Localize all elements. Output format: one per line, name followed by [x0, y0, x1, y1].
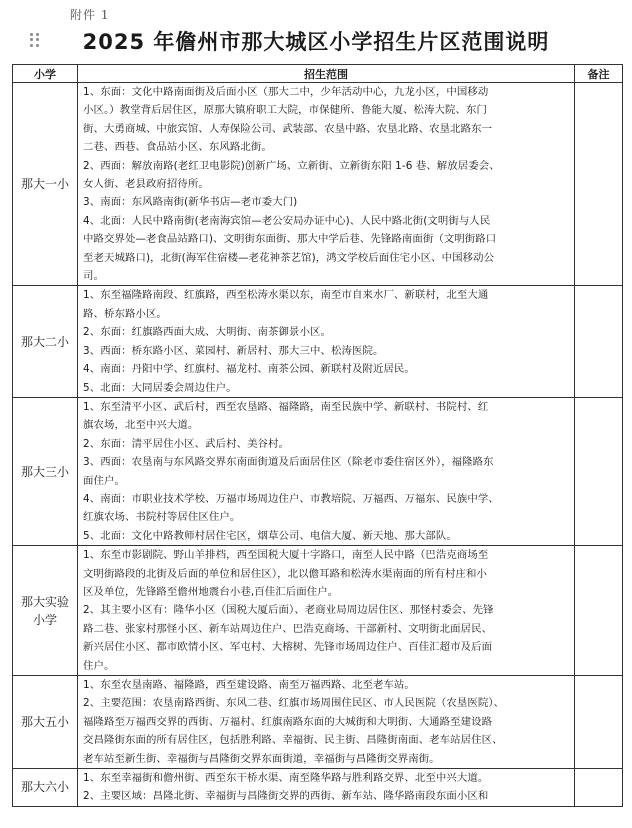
range-line: 1、东面：文化中路南面街及后面小区（那大二中，少年活动中心，九龙小区，中国移动 [83, 86, 489, 98]
range-line: 5、北面：文化中路教师村居住宅区，烟草公司、电信大厦、新天地、那大部队。 [83, 529, 457, 542]
enrollment-range-cell [78, 83, 575, 286]
enrollment-table-grid [12, 64, 623, 807]
range-line: 2、东面：红旗路西面大成、大明街、南茶御景小区。 [83, 326, 331, 339]
note-cell [575, 286, 623, 397]
range-line: 街、大勇商城、中旅宾馆、人寿保险公司、武装部、农垦中路、农垦北路、农垦北路东一 [83, 122, 493, 135]
range-line: 老车站至新生街、幸福街与昌隆街交界东面街道，幸福街与昌隆街交界南街。 [83, 752, 440, 765]
range-line: 4、北面：人民中路南街(老南海宾馆—老公安局办证中心)、人民中路北街(文明街与人民 [83, 214, 491, 227]
table-header-row [13, 65, 623, 83]
enrollment-range-cell [78, 769, 575, 807]
range-line: 面住户。 [83, 474, 125, 487]
range-line: 红旗农场、书院村等居住区住户。 [83, 511, 241, 524]
header-note: 备注 [575, 65, 623, 83]
school-name-cell: 那大一小 [13, 83, 78, 286]
school-name-cell: 那大五小 [13, 676, 78, 769]
range-line: 3、西面：桥东路小区、菜园村、新居村、那大三中、松涛医院。 [83, 344, 384, 357]
note-cell [575, 397, 623, 545]
table-row [13, 286, 623, 397]
note-cell [575, 676, 623, 769]
range-line: 4、南面：丹阳中学、红旗村、福龙村、南茶公园、新联村及附近居民。 [83, 363, 415, 376]
range-line: 福隆路至万福西交界的西街、万福村、红旗南路东面的大城街和大明街、大通路至建设路 [83, 715, 493, 728]
range-line: 旗农场，北至中兴大道。 [83, 419, 199, 432]
range-line: 路、桥东路小区。 [83, 307, 167, 320]
range-line: 新兴居住小区、都市欧情小区、军屯村、大榕树、先锋市场周边住户、百佳汇超市及后面 [83, 641, 493, 654]
table-row [13, 769, 623, 807]
range-line: 小区。）教堂背后居住区，原那大镇府职工大院，市保健所、鲁能大厦、松涛大院、东门 [83, 104, 487, 117]
note-cell [575, 546, 623, 676]
range-line: 1、东至农垦南路、福隆路，西至建设路、南至万福西路、北至老车站。 [83, 679, 415, 691]
range-line: 3、南面：东风路南街(新华书店—老市委大门) [83, 196, 298, 209]
range-line: 1、东至市影剧院、野山羊排档，西至国税大厦十字路口，南至人民中路（巴浩克商场至 [83, 549, 489, 562]
document-title: 2025 年儋州市那大城区小学招生片区范围说明 [82, 30, 550, 54]
range-line: 区及单位，先锋路至儋州地震台小巷,百佳汇后面住户。 [83, 585, 339, 598]
school-name-cell: 那大二小 [13, 286, 78, 397]
enrollment-range-cell [78, 397, 575, 545]
attachment-label: 附件 1 [70, 8, 110, 22]
note-cell [575, 769, 623, 807]
header-school: 小学 [13, 65, 78, 83]
school-name-cell: 那大实验小学 [13, 546, 78, 676]
table-row [13, 83, 623, 286]
table-body [13, 83, 623, 807]
range-line: 路二巷、张家村那怪小区、新车站周边住户、巴浩克商场、干部新村、文明街北面居民、 [83, 622, 493, 635]
enrollment-table [12, 64, 622, 807]
header-range: 招生范围 [78, 65, 575, 83]
range-line: 2、东面：清平居住小区、武后村、美谷村。 [83, 437, 290, 450]
range-line: 3、西面：农垦南与东风路交界东南面街道及后面居住区（除老市委住宿区外），福隆路东 [83, 456, 494, 469]
range-line: 4、南面：市职业技术学校、万福市场周边住户、市教培院、万福西、万福东、民族中学、 [83, 492, 499, 505]
range-line: 2、西面：解放南路(老红卫电影院)创新广场、立新街、立新街东阳 1-6 巷、解放居委会、 [83, 159, 500, 172]
range-line: 女人街、老县政府招待所。 [83, 178, 209, 191]
range-line: 二巷、西巷、食品站小区、东风路北街。 [83, 141, 272, 154]
school-name-cell: 那大六小 [13, 769, 78, 807]
table-row [13, 397, 623, 545]
enrollment-range-cell [78, 286, 575, 397]
range-line: 2、主要范围：农垦南路西街、东风二巷、红旗市场周围住民区、市人民医院（农垦医院）、 [83, 697, 505, 710]
range-line: 司。 [83, 270, 104, 283]
enrollment-range-cell [78, 676, 575, 769]
range-line: 1、东至福隆路南段、红旗路，西至松涛水渠以东，南至市自来水厂、新联村，北至大通 [83, 289, 489, 302]
enrollment-range-cell [78, 546, 575, 676]
range-line: 2、其主要小区有：隆华小区（国税大厦后面）、老商业局周边居住区、那怪村委会、先锋 [83, 604, 494, 617]
table-row [13, 676, 623, 769]
range-line: 文明街路段的北街及后面的单位和居住区），北以儋耳路和松涛水渠南面的所有村庄和小 [83, 567, 487, 580]
school-name-cell: 那大三小 [13, 397, 78, 545]
range-line: 住户。 [83, 659, 115, 672]
range-line: 交昌隆街东面的所有居住区，包括胜利路、幸福街、民主街、昌隆街南面、老车站居住区、 [83, 734, 503, 747]
note-cell [575, 83, 623, 286]
range-line: 1、东至清平小区、武后村，西至农垦路、福隆路，南至民族中学、新联村、书院村、红 [83, 400, 489, 413]
range-line: 2、主要区域：昌隆北街、幸福街与昌隆街交界的西街、新车站、隆华路南段东面小区和 [83, 790, 489, 803]
table-row [13, 546, 623, 676]
range-line: 1、东至幸福街和儋州街、西至东干桥水渠、南至隆华路与胜利路交界、北至中兴大道。 [83, 772, 489, 785]
range-line: 5、北面：大同居委会周边住户。 [83, 381, 237, 394]
range-line: 至老天城路口)，北街(海军住宿楼—老花神茶艺馆)，鸿文学校后面住宅小区、中国移动公 [83, 251, 495, 264]
range-line: 中路交界处—老食品站路口)、文明街东面街、那大中学后巷、先锋路南面街（文明街路口 [83, 233, 497, 246]
